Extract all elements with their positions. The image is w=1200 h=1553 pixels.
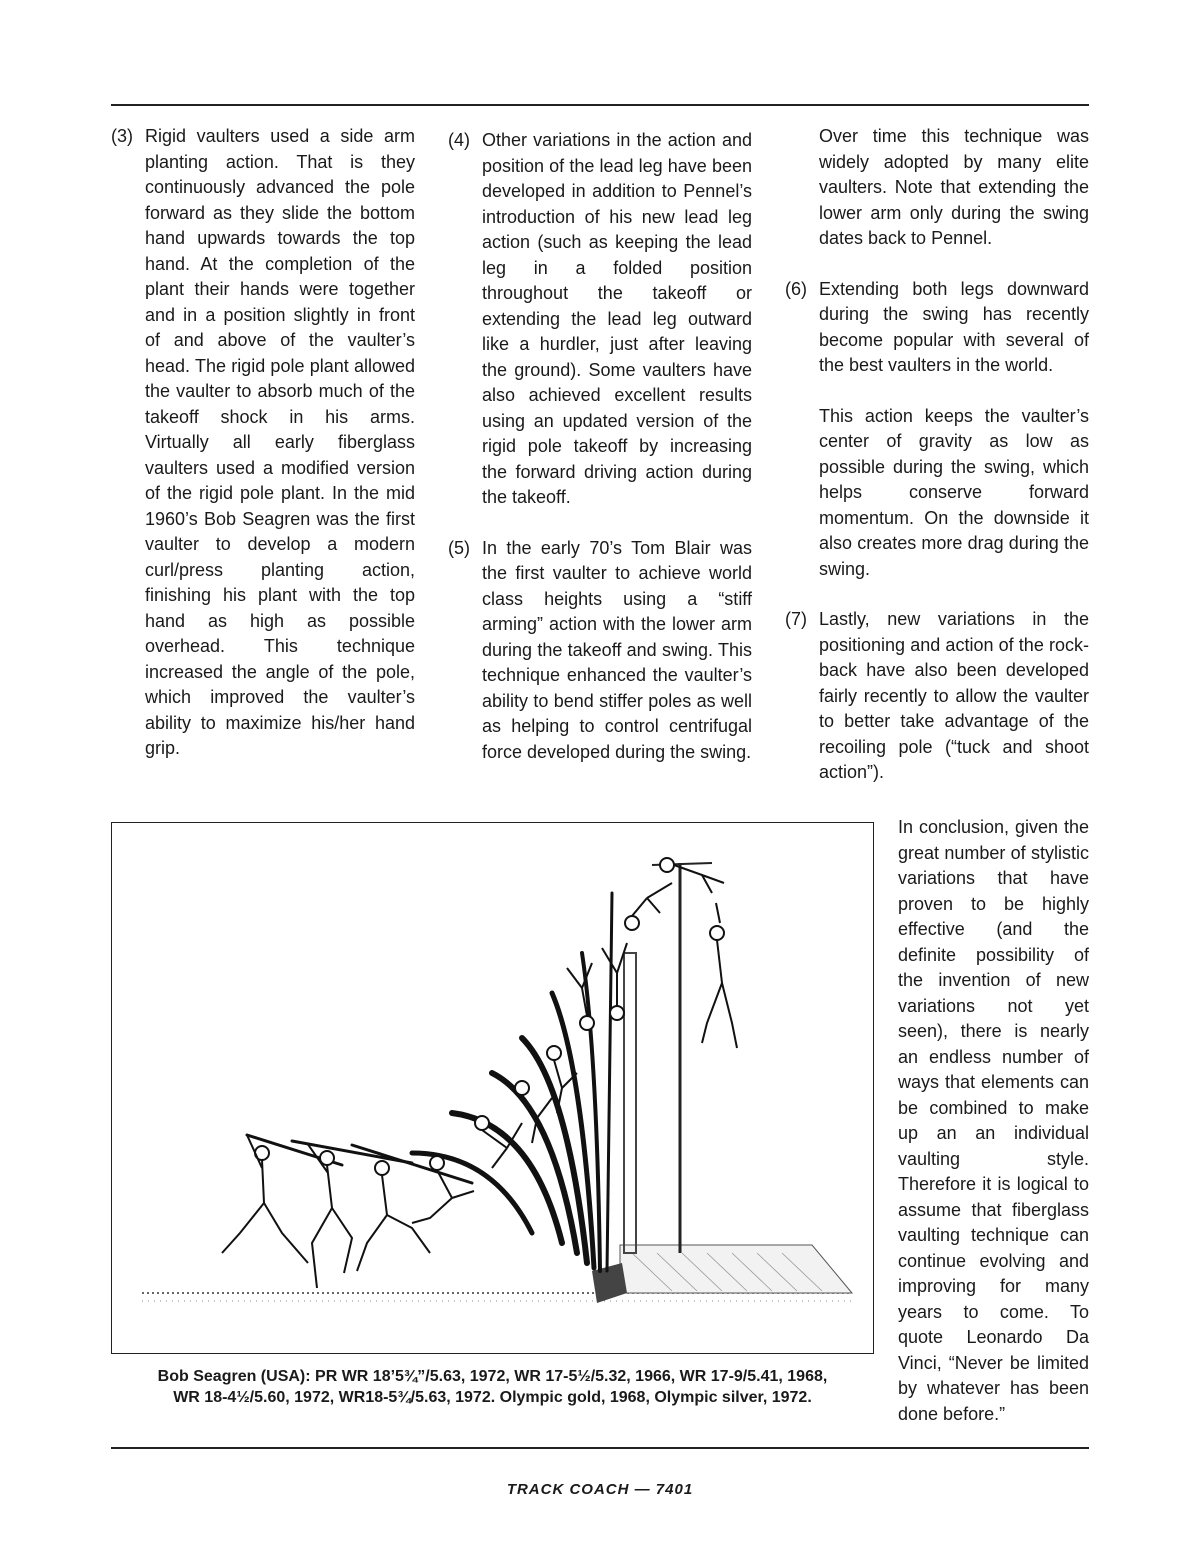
conclusion-paragraph: In conclusion, given the great number of stylistic variations that have proven to be highly effective (and the definite possibility of the invention of new variations not yet seen), there is nearly an endless number of ways that elements can be combined to make up an an individual vaulting style. Therefore it is logical to assume that fiberglass vaulting technique can continue evolving and improving for many years to come. To quote Leonardo Da Vinci, “Never be limited by whatever has been done before.” [898, 817, 1089, 1424]
column-3 [785, 124, 1089, 786]
vault-sequence-illustration [112, 823, 875, 1355]
list-item-5 [448, 536, 752, 766]
list-item-3 [111, 124, 415, 762]
list-item-7 [785, 607, 1089, 786]
bottom-rule [111, 1447, 1089, 1449]
continuation-paragraph: Over time this technique was widely adopted by many elite vaulters. Note that extending the lower arm only during the swing dates back to Pennel. [819, 126, 1089, 248]
item-6-paragraph-2: This action keeps the vaulter’s center of gravity as low as possible during the swing, which helps conserve forward momentum. On the downside it also creates more drag during the swing. [819, 405, 1089, 579]
item-text: Other variations in the action and position of the lead leg have been developed in addition to Pennel’s introduction of his new lead leg action (such as keeping the lead leg in a folded position throughout the takeoff or extending the lead leg outward like a hurdler, just after leaving the ground). Some vaulters have also achieved excellent results using an updated version of the rigid pole takeoff by increasing the forward driving action during the takeoff. [482, 130, 752, 507]
caption-line-2: WR 18-4½/5.60, 1972, WR18-5¾/5.63, 1972. Olympic gold, 1968, Olympic silver, 1972. [173, 1389, 812, 1406]
item-text: Extending both legs downward during the swing has recently become popular with several of the best vaulters in the world. [819, 278, 1089, 375]
item-text: Lastly, new variations in the positioning and action of the rock-back have also been developed fairly recently to allow the vaulter to better take advantage of the recoiling pole (“tuck and shoot action”). [819, 609, 1089, 782]
column-2 [448, 128, 752, 765]
item-number: (6) [785, 278, 807, 299]
item-text: In the early 70’s Tom Blair was the first vaulter to achieve world class heights using a “stiff arming” action with the lower arm during the takeoff and swing. This technique enhanced the vaulter’s ability to bend stiffer poles as well as helping to control centrifugal force developed during the swing. [482, 537, 752, 762]
top-rule [111, 104, 1089, 106]
vault-sequence-figure [111, 822, 874, 1354]
item-number: (5) [448, 537, 470, 558]
item-text: Rigid vaulters used a side arm planting action. That is they continuously advanced the pole forward as they slide the bottom hand upwards towards the top hand. At the completion of the plant their hands were together and in a position slightly in front of and above of the vaulter’s head. The rigid pole plant allowed the vaulter to absorb much of the takeoff shock in his arms. Virtually all early fiberglass vaulters used a modified version of the rigid pole plant. In the mid 1960’s Bob Seagren was the first vaulter to develop a modern curl/press planting action, finishing his plant with the top hand as high as possible overhead. This technique increased the angle of the pole, which improved the vaulter’s ability to maximize his/her hand grip. [145, 126, 415, 758]
item-number: (3) [111, 126, 133, 146]
column-1 [111, 124, 415, 762]
page-footer: TRACK COACH — 7401 [506, 1481, 694, 1498]
item-number: (4) [448, 130, 470, 150]
figure-caption [111, 1366, 874, 1408]
list-item-6 [785, 277, 1089, 379]
item-number: (7) [785, 609, 807, 629]
caption-line-1: Bob Seagren (USA): PR WR 18’5¾”/5.63, 1972, WR 17-5½/5.32, 1966, WR 17-9/5.41, 1968, [157, 1368, 828, 1385]
list-item-4 [448, 128, 752, 511]
